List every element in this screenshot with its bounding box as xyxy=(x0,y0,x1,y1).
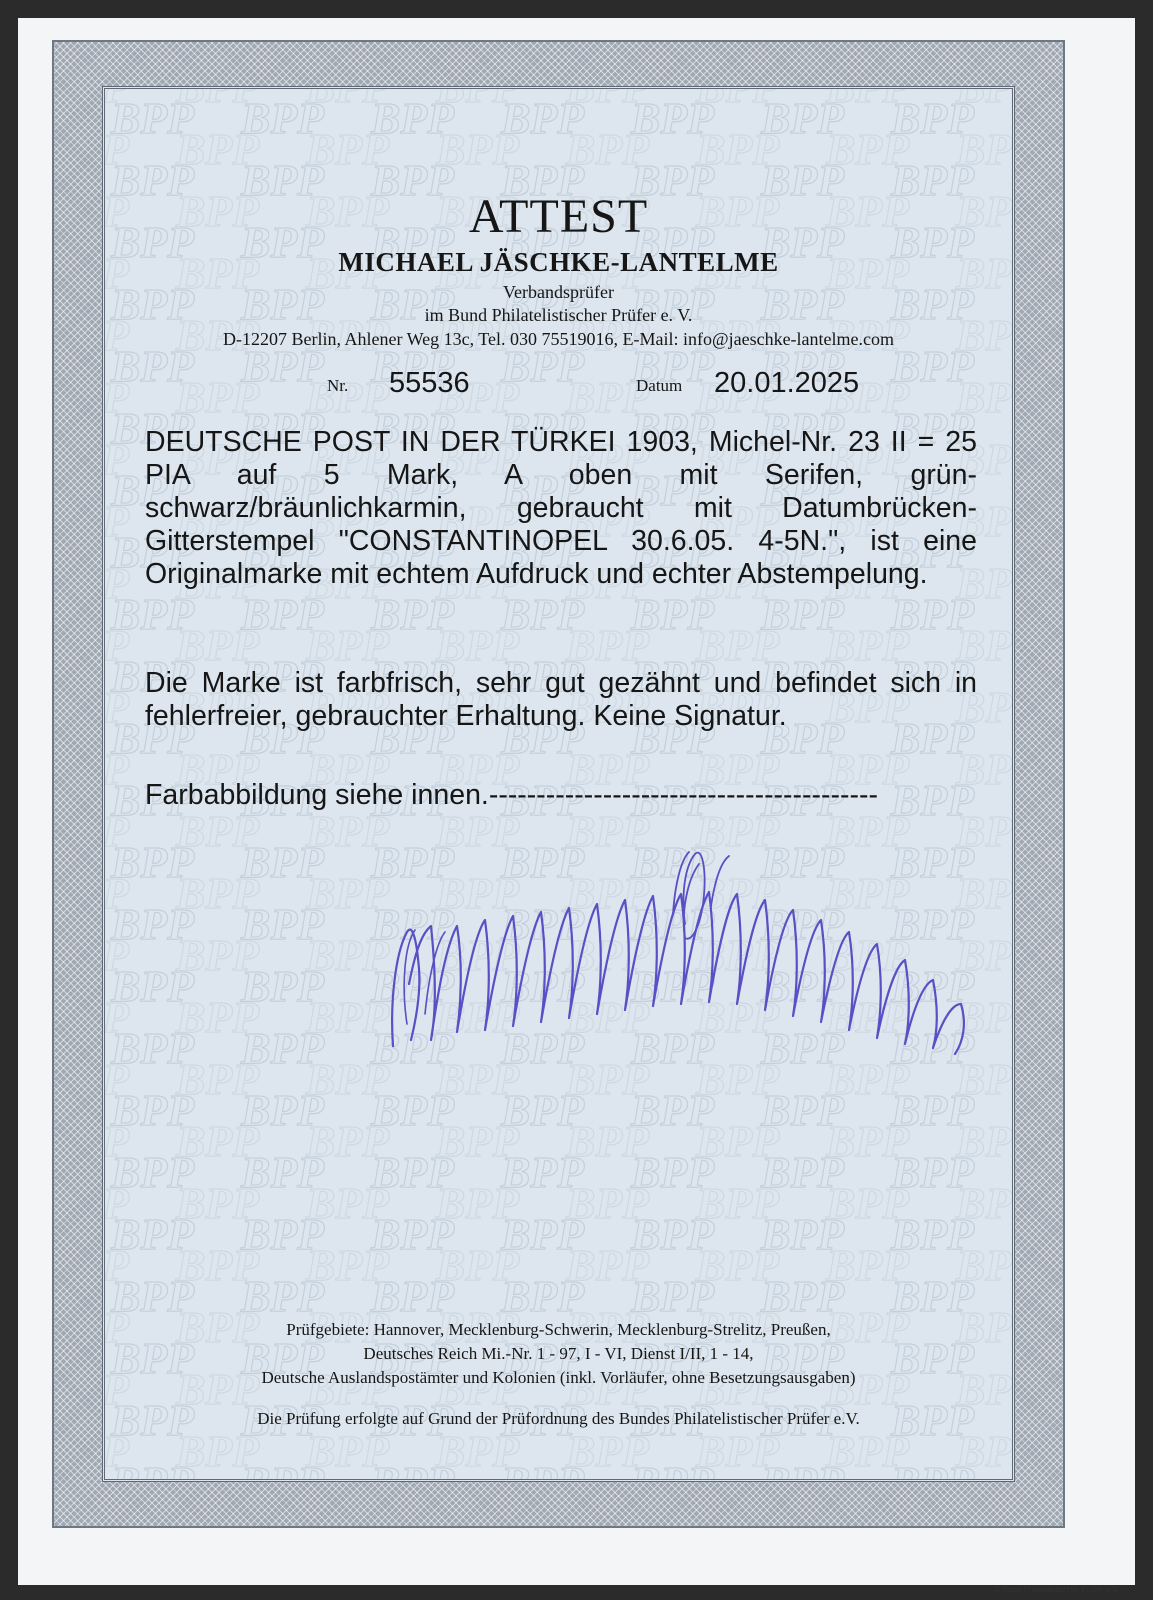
examiner-name: MICHAEL JÄSCHKE-LANTELME xyxy=(338,247,779,277)
certificate-date: 20.01.2025 xyxy=(714,367,860,399)
certificate-number: 55536 xyxy=(389,367,470,399)
examination-areas-line1: Prüfgebiete: Hannover, Mecklenburg-Schwerin, Mecklenburg-Strelitz, Preußen, xyxy=(286,1320,831,1339)
certificate-title: ATTEST xyxy=(468,190,649,243)
certificate-panel xyxy=(102,86,1015,1482)
examination-areas-line3: Deutsche Auslandspostämter und Kolonien (inkl. Vorläufer, ohne Besetzungsausgaben) xyxy=(261,1368,856,1387)
copyright-notice: © Bund Philatelistischer Prüfer e.V. xyxy=(994,1585,1119,1594)
examiner-signature xyxy=(385,834,1015,1064)
examiner-address: D-12207 Berlin, Ahlener Weg 13c, Tel. 030 75519016, E-Mail: info@jaeschke-lantelme.com xyxy=(222,329,895,349)
color-image-note: Farbabbildung siehe innen.----------------------------------------- xyxy=(145,779,878,811)
date-label: Datum xyxy=(636,376,683,395)
condition-description: Die Marke ist farbfrisch, sehr gut gezähnt und befindet sich in fehlerfreier, gebrauchter Erhaltung. Keine Signatur. xyxy=(145,667,977,732)
certificate-number-label: Nr. xyxy=(327,376,349,395)
examiner-role: Verbandsprüfer xyxy=(503,282,614,302)
examination-areas-line2: Deutsches Reich Mi.-Nr. 1 - 97, I - VI, Dienst I/II, 1 - 14, xyxy=(363,1344,754,1363)
stamp-description: DEUTSCHE POST IN DER TÜRKEI 1903, Michel-Nr. 23 II = 25 PIA auf 5 Mark, A oben mit Serifen, grün-schwarz/bräunlichkarmin, gebraucht mit Datumbrücken-Gitterstempel "CONSTANTINOPEL 30.6.05. 4-5N.", ist eine Originalmarke mit echtem Aufdruck und echter Abstempelung. xyxy=(145,426,977,590)
examiner-association: im Bund Philatelistischer Prüfer e. V. xyxy=(424,305,693,325)
examination-rules-note: Die Prüfung erfolgte auf Grund der Prüfordnung des Bundes Philatelistischer Prüfer e.V. xyxy=(257,1409,860,1428)
